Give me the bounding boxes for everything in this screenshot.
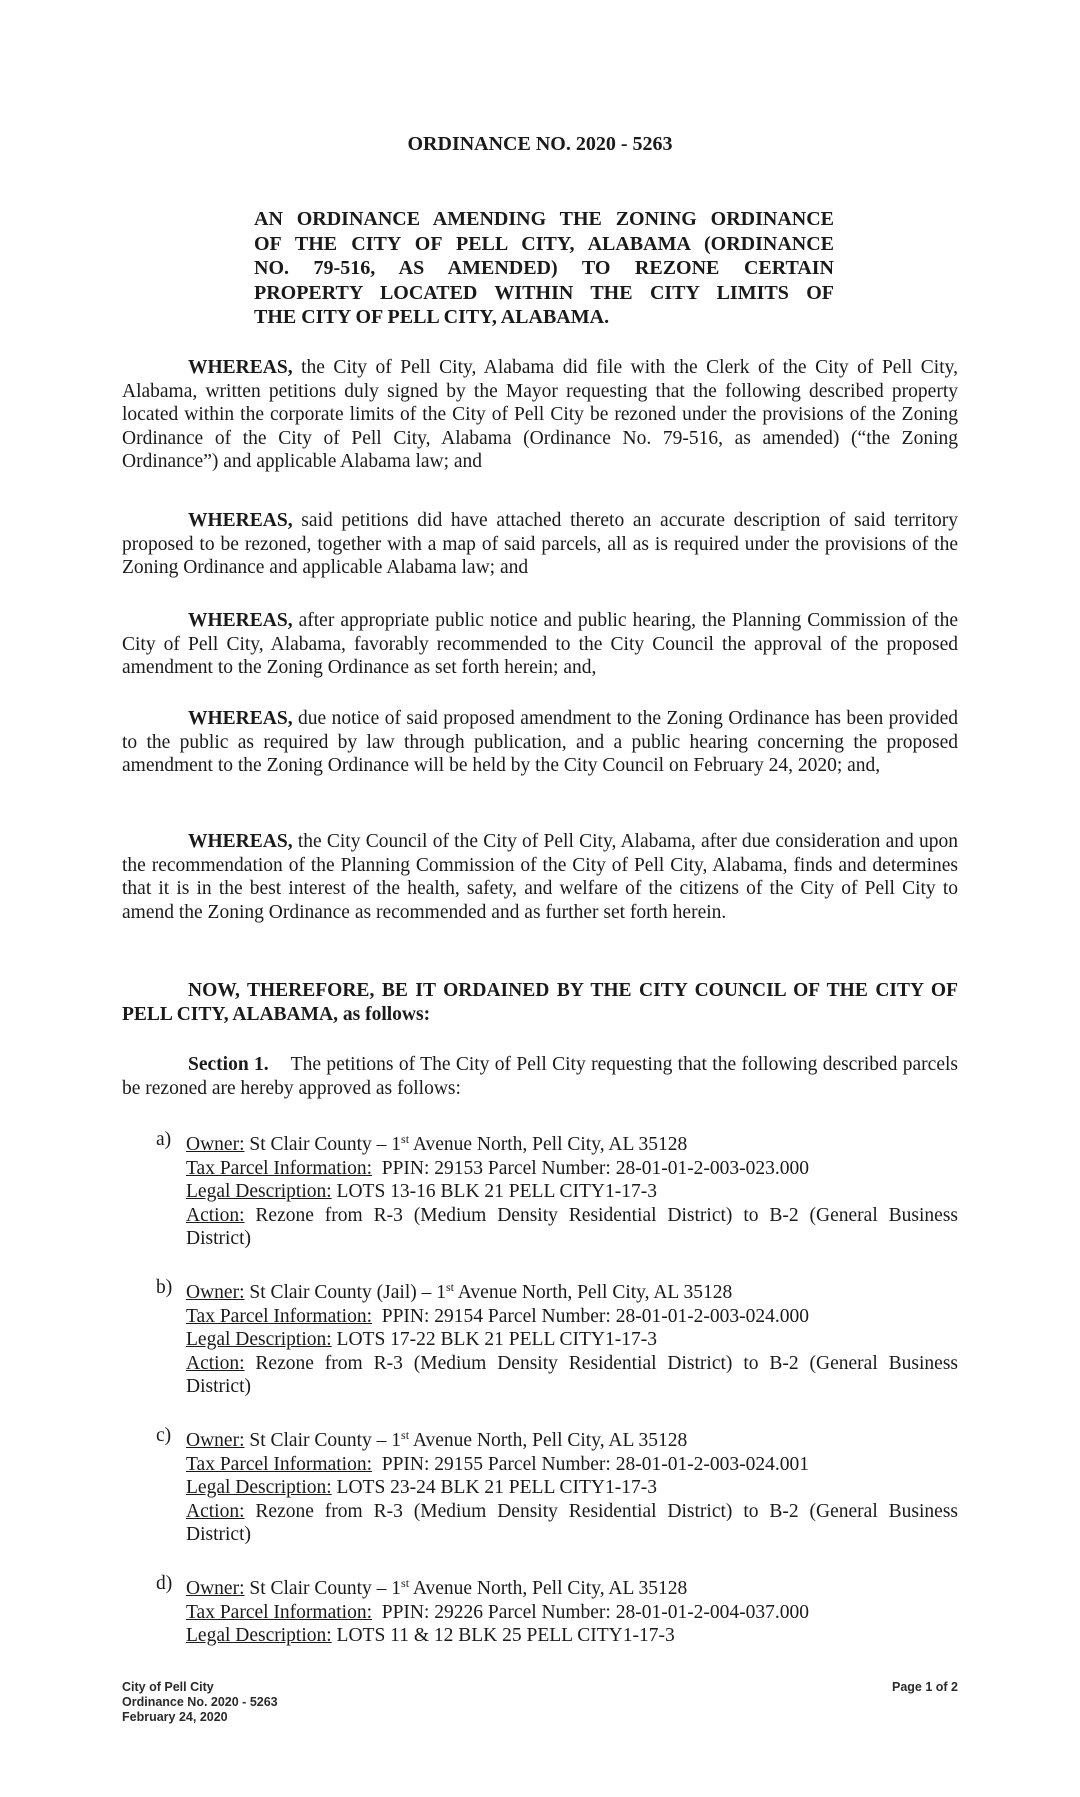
tax-value: PPIN: 29155 Parcel Number: 28-01-01-2-003-024.001 (381, 1453, 810, 1475)
subtitle-line: OF THE CITY OF PELL CITY, ALABAMA (ORDINANCE (254, 232, 834, 255)
tax-label: Tax Parcel Information: (186, 1305, 372, 1327)
whereas-paragraph-4 (122, 707, 958, 778)
tax-label: Tax Parcel Information: (186, 1601, 372, 1623)
subtitle-line: NO. 79-516, AS AMENDED) TO REZONE CERTAIN (254, 257, 834, 279)
owner-sup: st (401, 1576, 410, 1590)
section-text: The petitions of The City of Pell City requesting that the following described parcels be rezoned are hereby approved as follows: (122, 1054, 958, 1099)
page-number: Page 1 of 2 (892, 1680, 958, 1694)
action-label: Action: (186, 1352, 245, 1374)
owner-value-rest: Avenue North, Pell City, AL 35128 (454, 1282, 733, 1303)
whereas-lead: WHEREAS, (188, 357, 293, 378)
parcel-letter: b) (156, 1277, 173, 1298)
owner-value: St Clair County – 1 (249, 1430, 402, 1451)
whereas-text: the City Council of the City of Pell City, Alabama, after due consideration and upon the recommendation of the Planning Commission of the City of Pell City, Alabama, finds and determines that it is in the best interest of the health, safety, and welfare of the citizens of the City of Pell City to amend the Zoning Ordinance as recommended and as further set forth herein. (122, 831, 958, 923)
legal-label: Legal Description: (186, 1477, 332, 1499)
action-label: Action: (186, 1204, 245, 1226)
now-therefore-paragraph (122, 979, 958, 1026)
owner-sup: st (401, 1132, 410, 1146)
owner-value: St Clair County – 1 (249, 1578, 402, 1599)
footer-date: February 24, 2020 (122, 1710, 228, 1724)
owner-value: St Clair County (Jail) – 1 (249, 1282, 446, 1303)
owner-sup: st (401, 1428, 410, 1442)
whereas-lead: WHEREAS, (188, 831, 293, 852)
owner-value: St Clair County – 1 (249, 1134, 402, 1155)
whereas-text: said petitions did have attached thereto an accurate description of said territory proposed to be rezoned, together with a map of said parcels, all as is required under the provisions of the Zoning Ordinance and applicable Alabama law; and (122, 510, 958, 579)
owner-label: Owner: (186, 1578, 245, 1599)
owner-label: Owner: (186, 1282, 245, 1303)
tax-value: PPIN: 29154 Parcel Number: 28-01-01-2-003-024.000 (381, 1305, 810, 1327)
subtitle-line: AN ORDINANCE AMENDING THE ZONING ORDINANCE (254, 208, 834, 230)
whereas-text: the City of Pell City, Alabama did file with the Clerk of the City of Pell City, Alabama, written petitions duly signed by the Mayor requesting that the following described property located within the corporate limits of the City of Pell City be rezoned under the provisions of the Zoning Ordinance of the City of Pell City, Alabama (Ordinance No. 79-516, as amended) (“the Zoning Ordinance”) and applicable Alabama law; and (122, 357, 958, 473)
section-1-paragraph (122, 1053, 958, 1100)
owner-value-rest: Avenue North, Pell City, AL 35128 (409, 1134, 688, 1155)
legal-value: LOTS 23-24 BLK 21 PELL CITY1-17-3 (336, 1477, 658, 1499)
legal-value: LOTS 11 & 12 BLK 25 PELL CITY1-17-3 (336, 1625, 675, 1647)
whereas-paragraph-1 (122, 356, 958, 474)
whereas-lead: WHEREAS, (188, 708, 293, 729)
footer-left (122, 1680, 278, 1725)
section-lead: Section 1. (188, 1054, 269, 1075)
legal-label: Legal Description: (186, 1181, 332, 1203)
footer-city: City of Pell City (122, 1680, 214, 1694)
now-therefore-text: NOW, THEREFORE, BE IT ORDAINED BY THE CITY COUNCIL OF THE CITY OF PELL CITY, ALABAMA, as follows: (122, 980, 958, 1025)
legal-value: LOTS 17-22 BLK 21 PELL CITY1-17-3 (336, 1329, 658, 1351)
tax-label: Tax Parcel Information: (186, 1157, 372, 1179)
action-value: Rezone from R-3 (Medium Density Residential District) to B-2 (General Business District) (186, 1500, 958, 1546)
owner-value-rest: Avenue North, Pell City, AL 35128 (409, 1578, 688, 1599)
legal-value: LOTS 13-16 BLK 21 PELL CITY1-17-3 (336, 1181, 658, 1203)
subtitle-line: THE CITY OF PELL CITY, ALABAMA. (254, 306, 610, 328)
whereas-text: due notice of said proposed amendment to the Zoning Ordinance has been provided to the public as required by law through publication, and a public hearing concerning the proposed amendment to the Zoning Ordinance will be held by the City Council on February 24, 2020; and, (122, 708, 958, 777)
subtitle-line: PROPERTY LOCATED WITHIN THE CITY LIMITS OF (254, 281, 834, 304)
owner-value-rest: Avenue North, Pell City, AL 35128 (409, 1430, 688, 1451)
tax-value: PPIN: 29153 Parcel Number: 28-01-01-2-003-023.000 (381, 1157, 810, 1179)
parcel-letter: d) (156, 1573, 173, 1594)
ordinance-subtitle (254, 207, 834, 330)
legal-label: Legal Description: (186, 1329, 332, 1351)
owner-sup: st (445, 1280, 454, 1294)
ordinance-title: ORDINANCE NO. 2020 - 5263 (407, 133, 673, 155)
whereas-paragraph-5 (122, 830, 958, 924)
action-value: Rezone from R-3 (Medium Density Residential District) to B-2 (General Business District) (186, 1204, 958, 1250)
action-value: Rezone from R-3 (Medium Density Residential District) to B-2 (General Business District) (186, 1352, 958, 1398)
parcel-letter: c) (156, 1425, 172, 1446)
owner-label: Owner: (186, 1134, 245, 1155)
footer-ordinance: Ordinance No. 2020 - 5263 (122, 1695, 278, 1709)
whereas-text: after appropriate public notice and public hearing, the Planning Commission of the City of Pell City, Alabama, favorably recommended to the City Council the approval of the proposed amendment to the Zoning Ordinance as set forth herein; and, (122, 610, 958, 679)
parcel-letter: a) (156, 1129, 172, 1150)
action-label: Action: (186, 1500, 245, 1522)
whereas-paragraph-3 (122, 609, 958, 680)
whereas-lead: WHEREAS, (188, 510, 293, 531)
tax-value: PPIN: 29226 Parcel Number: 28-01-01-2-004-037.000 (381, 1601, 810, 1623)
whereas-lead: WHEREAS, (188, 610, 293, 631)
owner-label: Owner: (186, 1430, 245, 1451)
whereas-paragraph-2 (122, 509, 958, 580)
tax-label: Tax Parcel Information: (186, 1453, 372, 1475)
legal-label: Legal Description: (186, 1625, 332, 1647)
